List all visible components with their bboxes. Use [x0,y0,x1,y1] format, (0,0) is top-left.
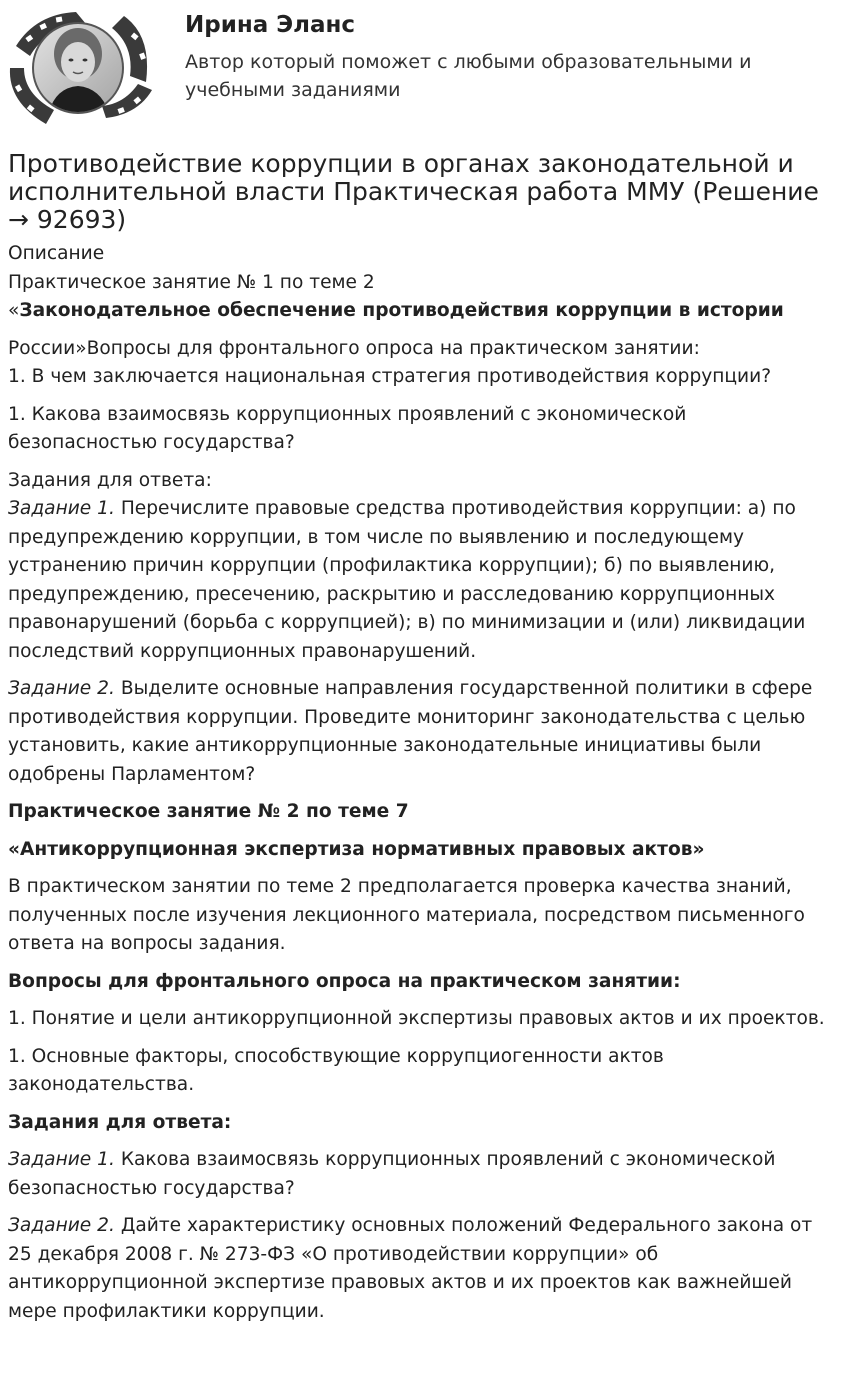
practice-2-topic-text: «Антикоррупционная экспертиза нормативных правовых актов» [8,838,705,860]
task-2-label: Задание 2. [8,678,115,699]
practice-2-task-2 [8,1212,839,1326]
task-2-text: Дайте характеристику основных положений Федерального закона от 25 декабря 2008 г. № 273-ФЗ «О противодействии коррупции» об антикоррупционной экспертизе правовых актов и их проектов как важнейшей мере профилактики коррупции. [8,1215,813,1322]
practice-2-question-2: 1. Основные факторы, способствующие коррупциогенности актов законодательства. [8,1045,664,1095]
author-avatar[interactable] [6,6,154,130]
task-1-text: Какова взаимосвязь коррупционных проявлений с экономической безопасностью государства? [8,1149,776,1199]
practice-1-questions-line: России»Вопросы для фронтального опроса на практическом занятии: [8,337,700,359]
practice-1-topic [8,297,839,326]
practice-1-tasks-label: Задания для ответа: [8,469,212,491]
practice-2-task-1 [8,1146,839,1203]
task-2-label: Задание 2. [8,1215,115,1236]
practice-1-task-2 [8,675,839,789]
practice-2-questions-heading-text: Вопросы для фронтального опроса на практическом занятии: [8,970,681,992]
practice-1-topic-bold: Законодательное обеспечение противодействия коррупции в истории [19,300,784,321]
practice-2-tasks-heading-text: Задания для ответа: [8,1111,232,1133]
practice-1-heading: Практическое занятие № 1 по теме 2 [8,271,375,293]
task-1-text: Перечислите правовые средства противодействия коррупции: а) по предупреждению коррупции, в том числе по выявлению и последующему устранению причин коррупции (профилактика коррупции); б) по выявлению, предупреждению, пресечению, раскрытию и расследованию коррупционных правонарушений (борьба с коррупцией); в) по минимизации и (или) ликвидации последствий коррупционных правонарушений. [8,498,806,662]
practice-2-tasks-heading [8,1109,839,1138]
task-1-label: Задание 1. [8,1149,115,1170]
avatar-photo-icon [6,6,154,130]
description-label: Описание [8,243,105,264]
practice-2-questions-heading [8,968,839,997]
practice-2-heading [8,798,839,827]
practice-1-question-2: 1. Какова взаимосвязь коррупционных проявлений с экономической безопасностью государства? [8,403,687,453]
author-name[interactable]: Ирина Эланс [185,12,356,38]
task-1-label: Задание 1. [8,498,115,519]
task-2-text: Выделите основные направления государственной политики в сфере противодействия коррупции. Проведите мониторинг законодательства с целью установить, какие антикоррупционные законодательные инициативы были одобрены Парламентом? [8,678,813,785]
practice-2-question-1: 1. Понятие и цели антикоррупционной экспертизы правовых актов и их проектов. [8,1008,825,1029]
practice-2-intro: В практическом занятии по теме 2 предполагается проверка качества знаний, полученных после изучения лекционного материала, посредством письменного ответа на вопросы задания. [8,876,805,954]
author-description: Автор который поможет с любыми образовательными и учебными заданиями [185,51,752,101]
practice-2-topic [8,836,839,865]
work-content [0,150,847,1326]
page-title: Противодействие коррупции в органах законодательной и исполнительной власти Практическая работа ММУ (Решение → 92693) [8,149,819,234]
practice-1-task-1 [8,495,839,666]
practice-1-question-1: 1. В чем заключается национальная стратегия противодействия коррупции? [8,366,772,387]
author-card [0,0,847,135]
practice-2-heading-text: Практическое занятие № 2 по теме 7 [8,801,409,822]
quote-open: « [8,300,20,321]
